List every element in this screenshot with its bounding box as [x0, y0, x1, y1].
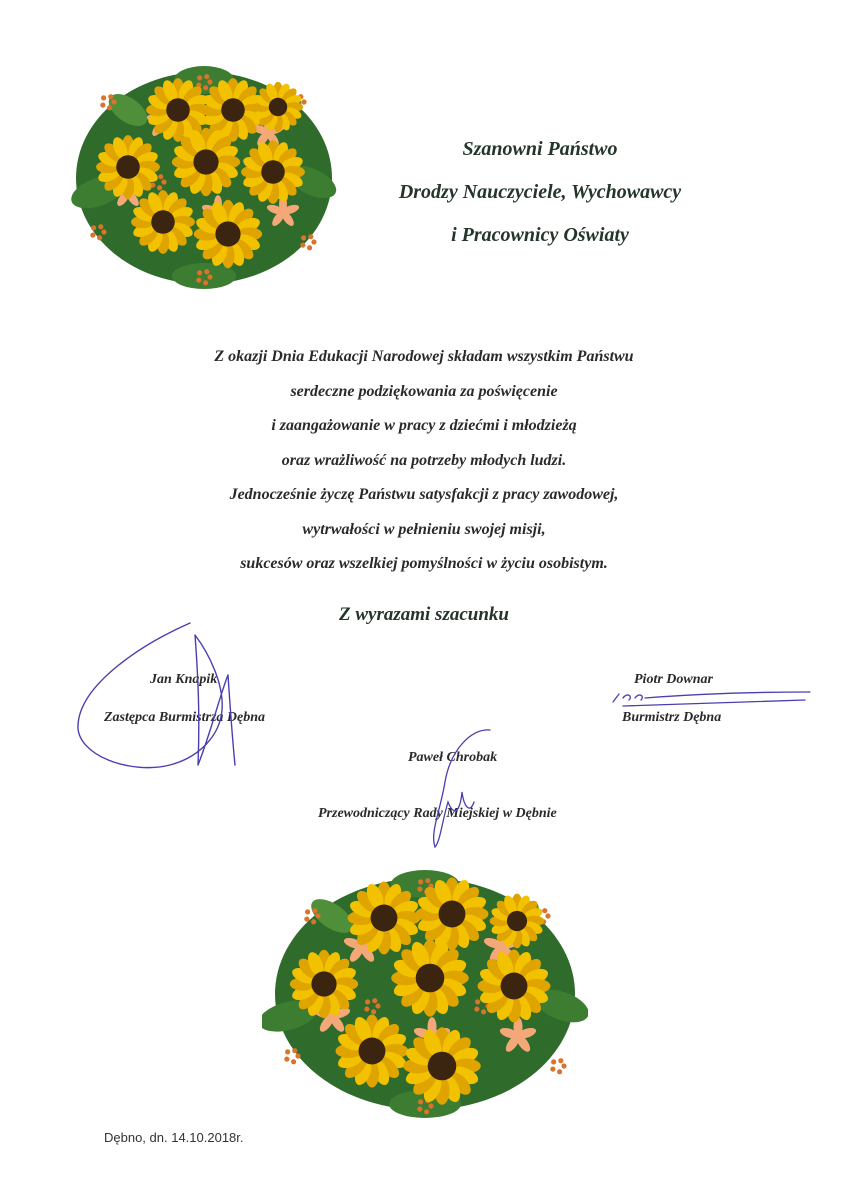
berry-icon — [371, 1009, 376, 1014]
berry-icon — [203, 85, 208, 90]
sunflower-icon — [172, 128, 240, 196]
berry-icon — [203, 280, 208, 285]
berry-icon — [295, 1053, 300, 1058]
berry-icon — [204, 74, 209, 79]
left-signatory-title: Zastępca Burmistrza Dębna — [104, 710, 266, 725]
berry-icon — [284, 1056, 289, 1061]
berry-icon — [204, 269, 209, 274]
berry-icon — [551, 1059, 556, 1064]
berry-icon — [292, 1048, 297, 1053]
berry-icon — [207, 79, 212, 84]
body-line: i zaangażowanie w pracy z dziećmi i młodzieżą — [271, 417, 577, 434]
berry-icon — [545, 913, 550, 918]
berry-icon — [107, 105, 112, 110]
left-signatory-name: Jan Knapik — [150, 672, 218, 687]
berry-icon — [285, 1049, 290, 1054]
berry-icon — [312, 908, 317, 913]
berry-icon — [158, 174, 163, 179]
berry-icon — [91, 225, 96, 230]
right-signatory-name: Piotr Downar — [634, 672, 713, 687]
berry-icon — [305, 909, 310, 914]
sunflower-icon — [490, 894, 545, 949]
berry-icon — [550, 1066, 555, 1071]
sunflower-icon — [348, 882, 421, 955]
berry-icon — [417, 1106, 422, 1111]
sunflower-icon — [391, 939, 469, 1017]
body-line: wytrwałości w pełnieniu swojej misji, — [302, 520, 546, 538]
berry-icon — [364, 1006, 369, 1011]
berry-icon — [557, 1069, 562, 1074]
sunflower-bouquet-bottom — [262, 866, 588, 1122]
berry-icon — [196, 277, 201, 282]
berry-icon — [375, 1003, 380, 1008]
berry-icon — [207, 274, 212, 279]
signature-center — [400, 722, 510, 852]
berry-icon — [424, 1109, 429, 1114]
berry-icon — [418, 879, 423, 884]
sunflower-icon — [253, 82, 303, 132]
berry-icon — [161, 179, 166, 184]
berry-icon — [307, 245, 312, 250]
body-line: Jednocześnie życzę Państwu satysfakcji z pracy zawodowej, — [229, 486, 619, 503]
berry-icon — [100, 102, 105, 107]
berry-icon — [365, 999, 370, 1004]
sunflower-icon — [290, 950, 358, 1018]
berry-icon — [97, 235, 102, 240]
berry-icon — [197, 75, 202, 80]
berry-icon — [474, 1006, 479, 1011]
berry-icon — [542, 908, 547, 913]
body-line: sukcesów oraz wszelkiej pomyślności w życiu osobistym. — [240, 555, 608, 572]
right-signatory-title: Burmistrz Dębna — [622, 710, 722, 725]
body-line: serdeczne podziękowania za poświęcenie — [290, 382, 558, 400]
berry-icon — [98, 224, 103, 229]
berry-icon — [301, 235, 306, 240]
berry-icon — [311, 239, 316, 244]
berry-icon — [291, 1059, 296, 1064]
greeting-line-2: Drodzy Nauczyciele, Wychowawcy — [398, 181, 682, 203]
berry-icon — [157, 185, 162, 190]
berry-icon — [418, 1099, 423, 1104]
berry-icon — [428, 1103, 433, 1108]
berry-icon — [108, 94, 113, 99]
body-line: oraz wrażliwość na potrzeby młodych ludzi. — [281, 451, 567, 469]
center-signatory-name: Paweł Chrobak — [408, 750, 498, 765]
berry-icon — [417, 886, 422, 891]
berry-icon — [372, 998, 377, 1003]
sunflower-icon — [416, 878, 489, 951]
berry-icon — [300, 242, 305, 247]
berry-icon — [197, 270, 202, 275]
berry-icon — [558, 1058, 563, 1063]
berry-icon — [111, 99, 116, 104]
berry-icon — [315, 913, 320, 918]
sunflower-icon — [336, 1015, 409, 1088]
sunflower-icon — [131, 190, 195, 254]
signature-left — [70, 615, 250, 785]
sunflower-icon — [403, 1027, 481, 1105]
place-and-date: Dębno, dn. 14.10.2018r. — [104, 1130, 244, 1145]
sunflower-icon — [194, 200, 262, 268]
greeting-line-1: Szanowni Państwo — [462, 138, 618, 160]
closing-line: Z wyrazami szacunku — [339, 604, 509, 625]
sunflower-icon — [146, 78, 210, 142]
berry-icon — [425, 878, 430, 883]
body-line: Z okazji Dnia Edukacji Narodowej składam wszystkim Państwu — [214, 348, 634, 365]
berry-icon — [90, 232, 95, 237]
signature-right — [605, 680, 815, 720]
berry-icon — [311, 919, 316, 924]
greeting-line-3: i Pracownicy Oświaty — [451, 224, 629, 246]
greeting-block — [330, 128, 750, 257]
sunflower-icon — [478, 950, 551, 1023]
berry-icon — [101, 95, 106, 100]
berry-icon — [481, 1009, 486, 1014]
sunflower-icon — [241, 140, 305, 204]
sunflower-bouquet-top — [68, 62, 340, 294]
berry-icon — [475, 999, 480, 1004]
berry-icon — [308, 234, 313, 239]
berry-icon — [561, 1063, 566, 1068]
berry-icon — [304, 916, 309, 921]
berry-icon — [101, 229, 106, 234]
sunflower-icon — [96, 135, 160, 199]
berry-icon — [301, 99, 306, 104]
letter-body — [110, 340, 738, 582]
center-signatory-title: Przewodniczący Rady Miejskiej w Dębnie — [318, 806, 557, 821]
